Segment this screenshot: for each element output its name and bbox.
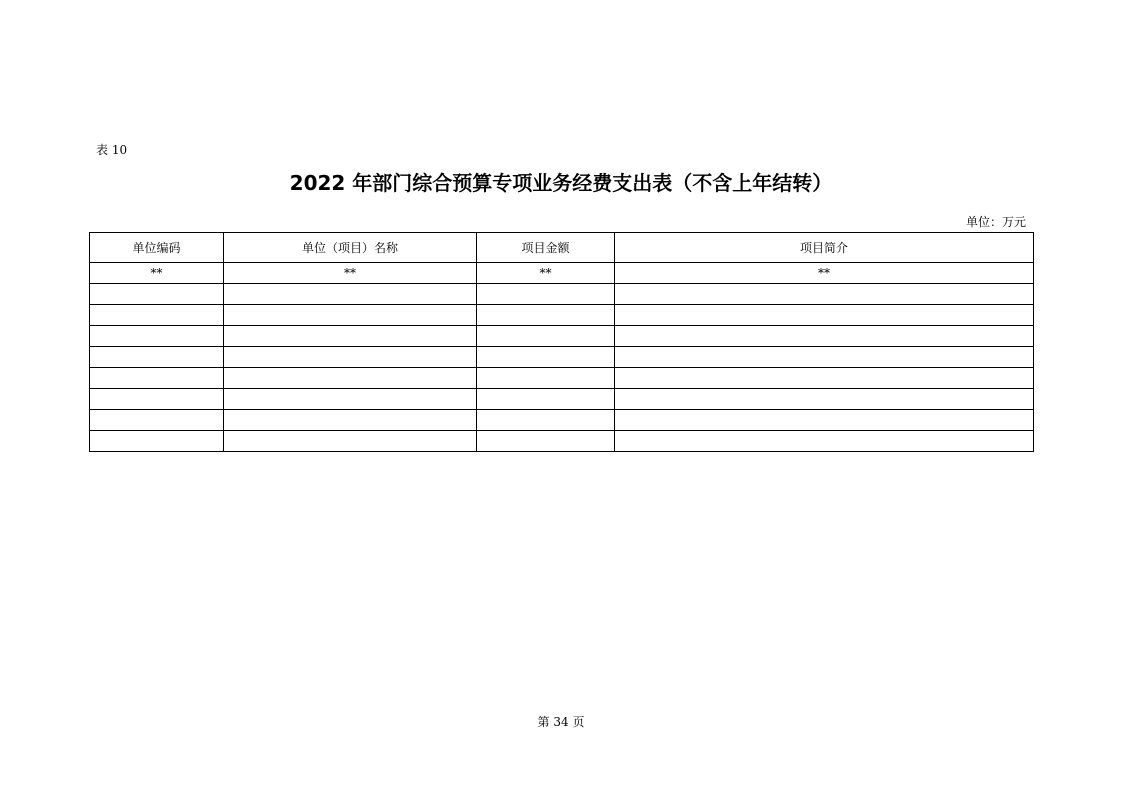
table-cell bbox=[90, 431, 224, 452]
table-row bbox=[90, 263, 1034, 284]
table-cell bbox=[615, 368, 1034, 389]
table-cell bbox=[90, 284, 224, 305]
table-row bbox=[90, 305, 1034, 326]
table-cell bbox=[477, 389, 615, 410]
table-cell bbox=[224, 431, 477, 452]
table-cell bbox=[615, 284, 1034, 305]
table-cell bbox=[615, 326, 1034, 347]
table-header-row bbox=[90, 233, 1034, 263]
unit-note: 单位：万元 bbox=[965, 215, 1026, 229]
table-cell bbox=[224, 410, 477, 431]
table-row bbox=[90, 389, 1034, 410]
table-cell bbox=[615, 431, 1034, 452]
column-header-project-description: 项目简介 bbox=[615, 233, 1034, 263]
table-cell bbox=[477, 431, 615, 452]
table-cell bbox=[477, 410, 615, 431]
table-cell bbox=[90, 305, 224, 326]
table-cell bbox=[615, 389, 1034, 410]
table-cell bbox=[615, 305, 1034, 326]
table-cell: ** bbox=[477, 263, 615, 284]
table-cell bbox=[477, 326, 615, 347]
table-cell bbox=[90, 389, 224, 410]
table-cell bbox=[224, 347, 477, 368]
table-cell bbox=[615, 410, 1034, 431]
table-cell bbox=[615, 347, 1034, 368]
table-cell bbox=[224, 389, 477, 410]
table-cell: ** bbox=[615, 263, 1034, 284]
table-row bbox=[90, 347, 1034, 368]
table-cell bbox=[90, 326, 224, 347]
table-cell: ** bbox=[224, 263, 477, 284]
document-title: 2022 年部门综合预算专项业务经费支出表（不含上年结转） bbox=[289, 171, 833, 195]
table-row bbox=[90, 368, 1034, 389]
table-cell bbox=[90, 347, 224, 368]
table-cell bbox=[90, 368, 224, 389]
table-row bbox=[90, 410, 1034, 431]
table-row bbox=[90, 284, 1034, 305]
page-footer: 第 34 页 bbox=[537, 715, 585, 729]
table-cell bbox=[477, 305, 615, 326]
table-row bbox=[90, 431, 1034, 452]
table-label: 表 10 bbox=[96, 143, 128, 157]
table-cell bbox=[224, 305, 477, 326]
table-cell: ** bbox=[90, 263, 224, 284]
budget-table bbox=[89, 232, 1034, 452]
table-cell bbox=[477, 284, 615, 305]
table-cell bbox=[477, 347, 615, 368]
column-header-unit-project-name: 单位（项目）名称 bbox=[224, 233, 477, 263]
column-header-project-amount: 项目金额 bbox=[477, 233, 615, 263]
table-cell bbox=[224, 326, 477, 347]
table-cell bbox=[224, 284, 477, 305]
column-header-unit-code: 单位编码 bbox=[90, 233, 224, 263]
table-row bbox=[90, 326, 1034, 347]
table-cell bbox=[477, 368, 615, 389]
table-cell bbox=[224, 368, 477, 389]
table-cell bbox=[90, 410, 224, 431]
